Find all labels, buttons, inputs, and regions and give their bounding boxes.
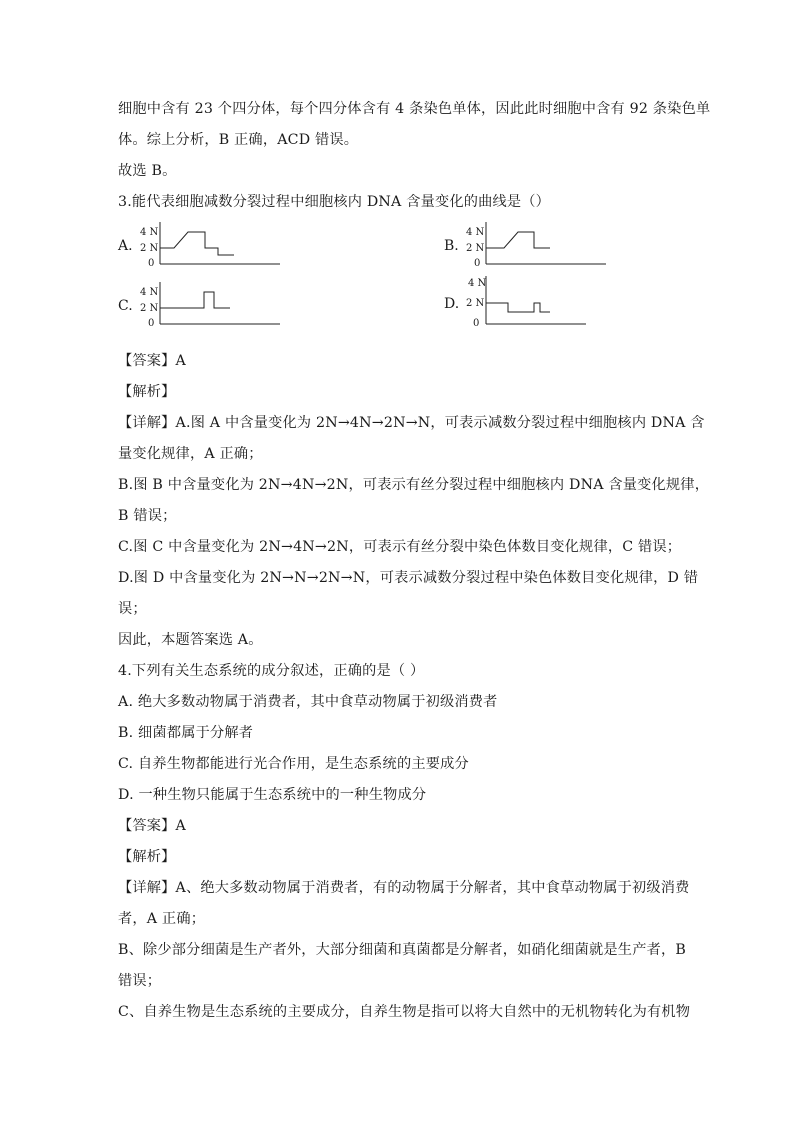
tick-label: 0	[148, 318, 155, 329]
tick-label: 4 N	[468, 278, 487, 289]
graph-a-plot	[140, 222, 290, 274]
text-line: 故选 B。	[118, 163, 177, 179]
tick-label: 2 N	[140, 243, 159, 254]
text-line: 细胞中含有 23 个四分体，每个四分体含有 4 条染色单体，因此此时细胞中含有 92 条染色单	[118, 101, 711, 117]
tick-label: 2 N	[466, 243, 485, 254]
tick-label: 2 N	[140, 303, 159, 314]
graph-label: A.	[118, 238, 133, 254]
answer-label: 【答案】A	[118, 818, 186, 834]
graph-label: D.	[444, 296, 460, 312]
question-3-stem: 3.能代表细胞减数分裂过程中细胞核内 DNA 含量变化的曲线是（）	[118, 194, 551, 210]
text-block-top	[118, 94, 711, 218]
option-b: B. 细菌都属于分解者	[118, 725, 254, 741]
tick-label: 4 N	[140, 287, 159, 298]
tick-label: 4 N	[466, 227, 485, 238]
text-block-bottom	[118, 346, 710, 1028]
graph-b-plot	[466, 222, 616, 274]
tick-label: 2 N	[466, 298, 485, 309]
tick-label: 0	[148, 258, 155, 269]
analysis-label: 【解析】	[118, 849, 176, 865]
text-line: D.图 D 中含量变化为 2N→N→2N→N，可表示减数分裂过程中染色体数目变化规律，D 错	[118, 570, 699, 586]
tick-label: 0	[474, 258, 481, 269]
option-d: D. 一种生物只能属于生态系统中的一种生物成分	[118, 787, 427, 803]
graph-c-plot	[140, 282, 290, 334]
graph-options	[118, 222, 678, 344]
text-line: B.图 B 中含量变化为 2N→4N→2N，可表示有丝分裂过程中细胞核内 DNA 含量变化规律，	[118, 477, 710, 493]
text-line: 者，A 正确；	[118, 911, 206, 927]
dna-curve	[160, 232, 234, 255]
chromosome-curve	[160, 292, 230, 308]
text-line: 【详解】A、绝大多数动物属于消费者，有的动物属于分解者，其中食草动物属于初级消费	[118, 880, 690, 896]
question-4-stem: 4.下列有关生态系统的成分叙述，正确的是（ ）	[118, 663, 425, 679]
option-a: A. 绝大多数动物属于消费者，其中食草动物属于初级消费者	[118, 694, 498, 710]
text-line: 错误；	[118, 973, 162, 989]
answer-label: 【答案】A	[118, 353, 186, 369]
text-line: C、自养生物是生态系统的主要成分，自养生物是指可以将大自然中的无机物转化为有机物	[118, 1004, 691, 1020]
tick-label: 4 N	[140, 227, 159, 238]
graph-label: B.	[444, 238, 459, 254]
text-line: 因此，本题答案选 A。	[118, 632, 263, 648]
graph-label: C.	[118, 298, 133, 314]
text-line: B、除少部分细菌是生产者外，大部分细菌和真菌都是分解者，如硝化细菌就是生产者，B	[118, 942, 686, 958]
text-line: 误；	[118, 601, 147, 617]
dna-curve	[486, 232, 550, 248]
text-line: B 错误；	[118, 508, 177, 524]
graph-d-plot	[466, 276, 616, 336]
text-line: 量变化规律，A 正确；	[118, 446, 263, 462]
chromosome-curve	[486, 303, 550, 312]
option-c: C. 自养生物都能进行光合作用，是生态系统的主要成分	[118, 756, 469, 772]
text-line: 体。综上分析，B 正确，ACD 错误。	[118, 132, 359, 148]
text-line: 【详解】A.图 A 中含量变化为 2N→4N→2N→N，可表示减数分裂过程中细胞核内 DNA 含	[118, 415, 705, 431]
tick-label: 0	[473, 318, 480, 329]
document-page	[118, 94, 711, 1028]
text-line: C.图 C 中含量变化为 2N→4N→2N，可表示有丝分裂中染色体数目变化规律，C 错误；	[118, 539, 682, 555]
analysis-label: 【解析】	[118, 384, 176, 400]
